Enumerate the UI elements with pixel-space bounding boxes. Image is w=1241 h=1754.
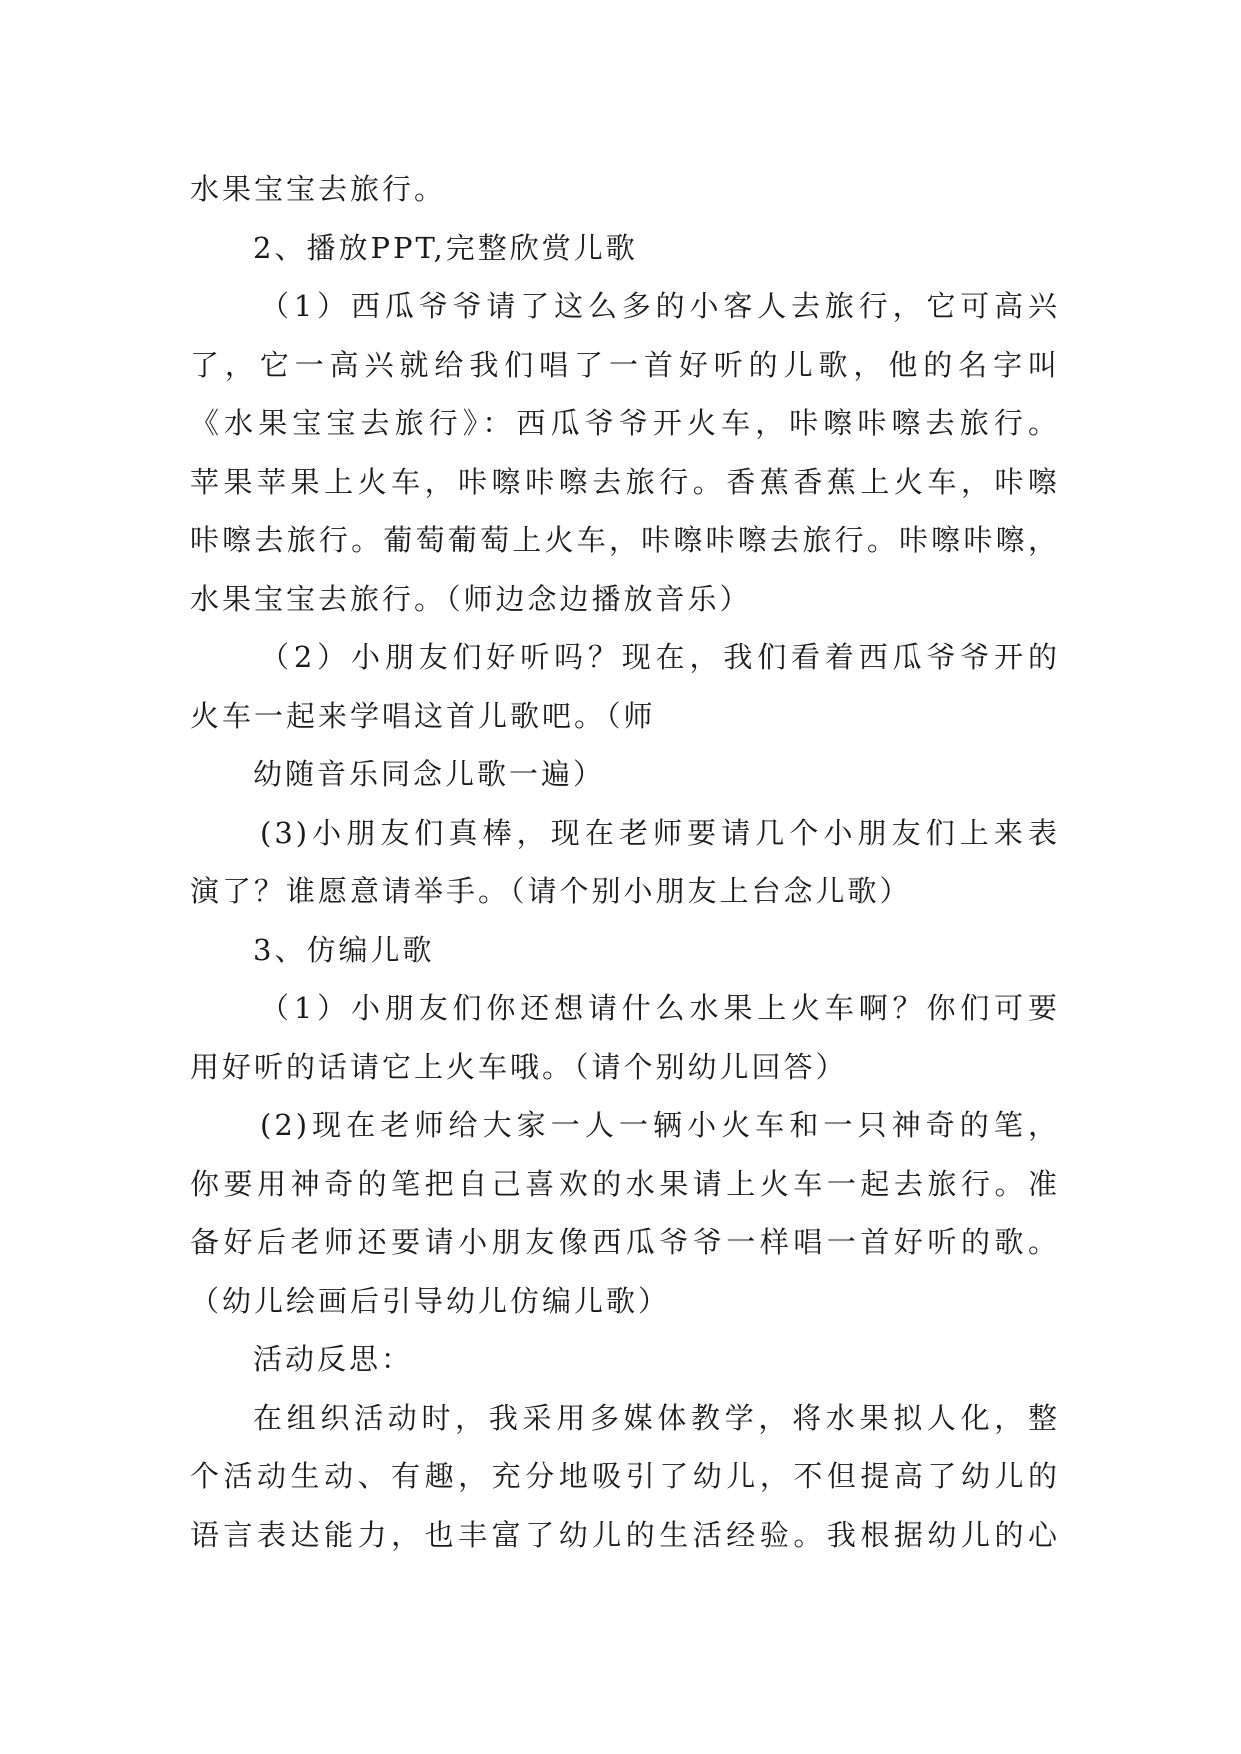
paragraph-line: 语言表达能力，也丰富了幼儿的生活经验。我根据幼儿的心 — [190, 1517, 1060, 1552]
paragraph-line: 在组织活动时，我采用多媒体教学，将水果拟人化，整 — [253, 1400, 1060, 1435]
paragraph-line: （2）小朋友们好听吗？现在，我们看着西瓜爷爷开的 — [260, 640, 1060, 674]
paragraph-line: （幼儿绘画后引导幼儿仿编儿歌） — [190, 1283, 671, 1318]
paragraph-line: 《水果宝宝去旅行》：西瓜爷爷开火车，咔嚓咔嚓去旅行。 — [190, 406, 1060, 440]
document-body — [190, 160, 1060, 1564]
paragraph-line: 了，它一高兴就给我们唱了一首好听的儿歌，他的名字叫 — [190, 347, 1060, 382]
paragraph-line: 个活动生动、有趣，充分地吸引了幼儿，不但提高了幼儿的 — [190, 1459, 1060, 1493]
paragraph-line: 火车一起来学唱这首儿歌吧。（师 — [190, 698, 656, 733]
paragraph-line: （1）西瓜爷爷请了这么多的小客人去旅行，它可高兴 — [260, 289, 1060, 323]
paragraph-line: 备好后老师还要请小朋友像西瓜爷爷一样唱一首好听的歌。 — [190, 1225, 1060, 1259]
section-heading: 2、播放PPT,完整欣赏儿歌 — [253, 230, 638, 265]
paragraph-line: 你要用神奇的笔把自己喜欢的水果请上火车一起去旅行。准 — [190, 1166, 1060, 1201]
paragraph-line: 水果宝宝去旅行。（师边念边播放音乐） — [190, 581, 752, 616]
paragraph-line: 用好听的话请它上火车哦。（请个别幼儿回答） — [190, 1049, 848, 1084]
paragraph-line: 苹果苹果上火车，咔嚓咔嚓去旅行。香蕉香蕉上火车，咔嚓 — [190, 464, 1060, 499]
paragraph-line: 咔嚓去旅行。葡萄葡萄上火车，咔嚓咔嚓去旅行。咔嚓咔嚓， — [190, 523, 1060, 557]
paragraph-line: （1）小朋友们你还想请什么水果上火车啊？你们可要 — [260, 991, 1060, 1025]
section-heading: 活动反思： — [253, 1342, 414, 1376]
paragraph-line: (3)小朋友们真棒，现在老师要请几个小朋友们上来表 — [260, 815, 1060, 850]
paragraph-line: 水果宝宝去旅行。 — [190, 172, 447, 206]
paragraph-line: (2)现在老师给大家一人一辆小火车和一只神奇的笔， — [260, 1108, 1060, 1142]
section-heading: 3、仿编儿歌 — [253, 932, 435, 967]
paragraph-line: 幼随音乐同念儿歌一遍） — [253, 757, 606, 791]
paragraph-line: 演了？谁愿意请举手。（请个别小朋友上台念儿歌） — [190, 874, 912, 908]
